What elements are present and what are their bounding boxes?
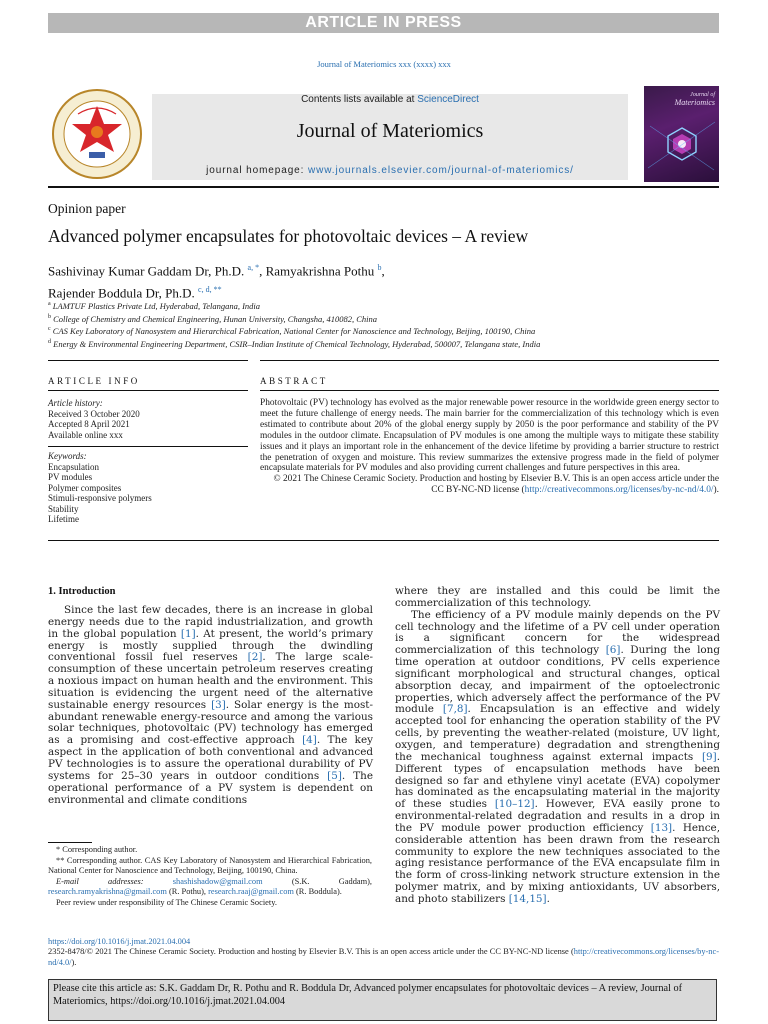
issn-license (48, 947, 719, 968)
contents-available-line (152, 94, 628, 105)
abstract-head-rule (260, 390, 719, 391)
footnote-corresponding: * Corresponding author. (56, 845, 138, 854)
intro-paragraph-continued: where they are installed and this could be limit the commercialization of this technology. (395, 585, 720, 609)
journal-reference[interactable]: Journal of Materiomics xxx (xxxx) xxx (317, 59, 451, 69)
doi-link[interactable]: https://doi.org/10.1016/j.jmat.2021.04.004 (48, 937, 191, 946)
citation-link[interactable]: [3] (211, 698, 226, 711)
footnote-corresponding-2: ** Corresponding author. CAS Key Laboratory of Nanosystem and Hierarchical Fabrication, National Center for Nanoscience and Technology, Beijing, 100190, China. (48, 855, 372, 876)
online-date: Available online xxx (48, 429, 123, 440)
affiliation-text: CAS Key Laboratory of Nanosystem and Hierarchical Fabrication, National Center for Nanoscience and Technology, Beijing, 100190, China (52, 326, 536, 337)
received-date: Received 3 October 2020 (48, 408, 140, 419)
author-list: Sashivinay Kumar Gaddam Dr, Ph.D. $^{a, *}$, Ramyakrishna Pothu $^b$, Rajender Boddula Dr, Ph.D. $^{c, d, **}$ (48, 263, 385, 301)
affiliation-item (48, 312, 540, 325)
body-text: . Different types of encapsulation methods have been designed so far and ethylene vinyl acetate (EVA) copolymer has dominated as the encapsulating material in the majority of these studies (395, 750, 720, 811)
citation-link[interactable]: [13] (650, 821, 673, 834)
affiliation-text: LAMTUF Plastics Private Ltd, Hyderabad, Telangana, India (52, 300, 261, 311)
footnote-rule (48, 842, 92, 843)
cover-title-small: Journal of (690, 92, 715, 98)
abstract-bottom-rule (48, 540, 719, 541)
citation-link[interactable]: [1] (180, 627, 196, 640)
affiliations (48, 299, 540, 350)
intro-left-column (48, 605, 373, 806)
license-link[interactable]: http://creativecommons.org/licenses/by-nc-nd/4.0/ (48, 947, 719, 967)
affiliation-mark: b (48, 313, 51, 320)
citation-link[interactable]: [10–12] (494, 798, 535, 811)
author-name[interactable]: Ramyakrishna Pothu (265, 263, 375, 279)
journal-cover-image (644, 86, 719, 182)
affiliation-text: Energy & Environmental Engineering Department, CSIR–Indian Institute of Chemical Technology, Hyderabad, 500007, Telangana state, India (53, 338, 541, 349)
accepted-date: Accepted 8 April 2021 (48, 419, 130, 429)
email-link[interactable]: shashishadow@gmail.com (172, 876, 263, 886)
issn-end: ). (71, 957, 77, 967)
citation-link[interactable]: [9] (701, 750, 717, 763)
author-affil-mark[interactable]: a, * (247, 263, 260, 272)
body-text: Since the last few decades, there is an increase in global energy needs due to the rapid industrialization, and growth in the global population (48, 604, 373, 640)
body-text: . Encapsulation is an effective and widely accepted tool for enhancing the operation stability of the PV cells, by preventing the weather-related (moisture, UV light, oxygen, and temperature) degradation and strengthening the mechanical toughness against external impacts (395, 703, 720, 763)
keyword: Stimuli-responsive polymers (48, 493, 152, 503)
affiliation-mark: d (48, 338, 51, 345)
body-text: . Solar energy is the most-abundant renewable energy-resource and among the various solar techniques, photovoltaic (PV) technology has emerged as a promising and cost-effective approach (48, 698, 373, 747)
email-link[interactable]: research.raaj@gmail.com (208, 887, 294, 897)
email-label: E-mail addresses: (56, 876, 144, 886)
citation-link[interactable]: [4] (302, 734, 317, 747)
citation-box: Please cite this article as: S.K. Gaddam Dr, R. Pothu and R. Boddula Dr, Advanced polymer encapsulates for photovoltaic devices – A review, Journal of Materiomics, https://doi.org/10.1016/j.jmat.2021.04.004 (48, 979, 717, 1021)
article-in-press-banner: ARTICLE IN PRESS (48, 13, 719, 33)
body-text: . Hence, considerable attention has been drawn from the research community to explore the new techniques associated to the aging resistance performance of the EVA encapsulate film in the form of cross-linking network structure extension in the polymer matrix, and by mixing antioxidants, UV absorbers, and photo stabilizers (395, 821, 721, 905)
author-affil-mark[interactable]: c, d, ** (198, 285, 222, 295)
article-info-top-rule (48, 360, 248, 361)
history-label: Article history: (48, 398, 103, 408)
ceramic-society-seal-icon (48, 88, 146, 180)
email-owner: (R. Pothu), (166, 887, 209, 897)
paper-type: Opinion paper (48, 201, 126, 216)
body-text: . However, EVA easily prone to environmental-related degradation and results in a drop in the PV module power production efficiency (395, 798, 720, 834)
author-affil-mark[interactable]: b (377, 263, 382, 272)
society-logo (48, 88, 146, 180)
article-info-head-rule (48, 390, 248, 391)
keyword: Stability (48, 503, 79, 514)
body-text: . At present, the world’s primary energy is mostly supplied through the dwindling conventional fossil fuel reserves (48, 627, 374, 664)
intro-right-column (395, 586, 720, 906)
intro-paragraph (48, 605, 373, 806)
homepage-prefix: journal homepage: (206, 165, 308, 176)
journal-header (152, 94, 628, 180)
body-text: . The key aspect in the application of both conventional and advanced PV technologies is to assure the operational durability of PV systems for 25–30 years in outdoor conditions (48, 734, 373, 782)
footnote-peer-review: Peer review under responsibility of The Chinese Ceramic Society. (56, 897, 277, 907)
email-owner: (S.K. Gaddam), (262, 876, 373, 886)
keyword: Encapsulation (48, 461, 99, 472)
body-text: The efficiency of a PV module mainly depends on the PV cell technology and the lifetime of a PV cell under operation is a significant concern for the widespread commercialization of this technology (395, 608, 720, 657)
license-link[interactable]: http://creativecommons.org/licenses/by-nc-nd/4.0/ (524, 485, 714, 496)
citation-link[interactable]: [6] (605, 644, 621, 657)
keyword: Lifetime (48, 514, 79, 524)
article-info (48, 398, 248, 525)
issn-text: 2352-8478/© 2021 The Chinese Ceramic Society. Production and hosting by Elsevier B.V. This is an open access article under the CC BY-NC-ND license ( (48, 947, 574, 957)
email-link[interactable]: research.ramyakrishna@gmail.com (48, 887, 167, 897)
header-divider (48, 186, 719, 188)
affiliation-mark: a (48, 301, 51, 307)
copyright-end: ). (713, 485, 719, 496)
citation-link[interactable]: [14,15] (508, 892, 547, 905)
journal-homepage-line (152, 165, 628, 176)
footnote-emails (48, 877, 372, 898)
journal-homepage-link[interactable]: www.journals.elsevier.com/journal-of-materiomics/ (307, 165, 574, 176)
doi-block (48, 937, 719, 968)
sciencedirect-link[interactable]: ScienceDirect (417, 94, 479, 105)
abstract-top-rule (260, 360, 719, 361)
abstract-text: Photovoltaic (PV) technology has evolved as the major renewable power resource in the worldwide green energy sector to meet the future challenge of energy needs. The main barrier for the commercialization of this technology which is even estimated to contribute about 20% of the global energy supply by 2050 is the poor performance and stability of the PV modules in the outdoor climate. Encapsulation of PV modules is one among the multiple ways to mitigate these stability issues and it plays an important role in the enhancement of the device lifetime by providing a barrier structure to restrict the penetration of oxygen and moisture. This review summarizes the extensive progress made in the field of polymer encapsulate materials for PV modules and also providing current challenges and future perspectives in this area. (260, 398, 719, 474)
intro-paragraph (395, 610, 720, 906)
affiliation-mark: c (48, 326, 51, 333)
body-text: . (546, 892, 550, 905)
affiliation-item (48, 324, 540, 337)
keywords-divider (48, 446, 248, 447)
journal-title: Journal of Materiomics (296, 120, 484, 142)
author-name[interactable]: Sashivinay Kumar Gaddam Dr, Ph.D. (48, 263, 245, 279)
abstract-heading: ABSTRACT (260, 376, 328, 386)
section-heading-introduction: 1. Introduction (48, 586, 116, 597)
author-name[interactable]: Rajender Boddula Dr, Ph.D. (48, 285, 195, 301)
affiliation-item (48, 299, 540, 312)
cover-artwork-icon (644, 86, 719, 182)
abstract-copyright (260, 474, 719, 496)
paper-title: Advanced polymer encapsulates for photovoltaic devices – A review (48, 226, 529, 246)
body-text: . During the long time operation at outdoor conditions, PV cells experience significant morphological and structural changes, optical absorption decay, and impairment of the optoelectronic properties, which adversely affect the performance of the PV module (395, 644, 720, 716)
body-text: . The operational performance of a PV system is dependent on environmental and climate conditions (48, 769, 373, 806)
citation-link[interactable]: [5] (327, 769, 342, 782)
affiliation-item (48, 337, 540, 350)
abstract (260, 398, 719, 496)
keyword: PV modules (48, 472, 93, 482)
email-owner: (R. Boddula). (293, 887, 342, 897)
keyword: Polymer composites (48, 482, 122, 493)
cover-title-big: Materiomics (674, 98, 715, 107)
article-info-heading: ARTICLE INFO (48, 376, 140, 386)
affiliation-text: College of Chemistry and Chemical Engineering, Hunan University, Changsha, 410082, China (53, 313, 378, 324)
body-text: . The large scale-consumption of these uncertain petroleum reserves creating a noxious impact on human health and the environment. This situation is evidencing the urgent need of the alternative sustainable energy resources (48, 651, 373, 711)
copyright-text: © 2021 The Chinese Ceramic Society. Production and hosting by Elsevier B.V. This is an open access article under the CC BY-NC-ND license ( (273, 474, 719, 496)
footnotes (48, 845, 372, 909)
citation-link[interactable]: [2] (247, 651, 263, 664)
keywords-label: Keywords: (48, 451, 87, 461)
citation-link[interactable]: [7,8] (442, 703, 468, 716)
contents-prefix: Contents lists available at (301, 94, 418, 105)
